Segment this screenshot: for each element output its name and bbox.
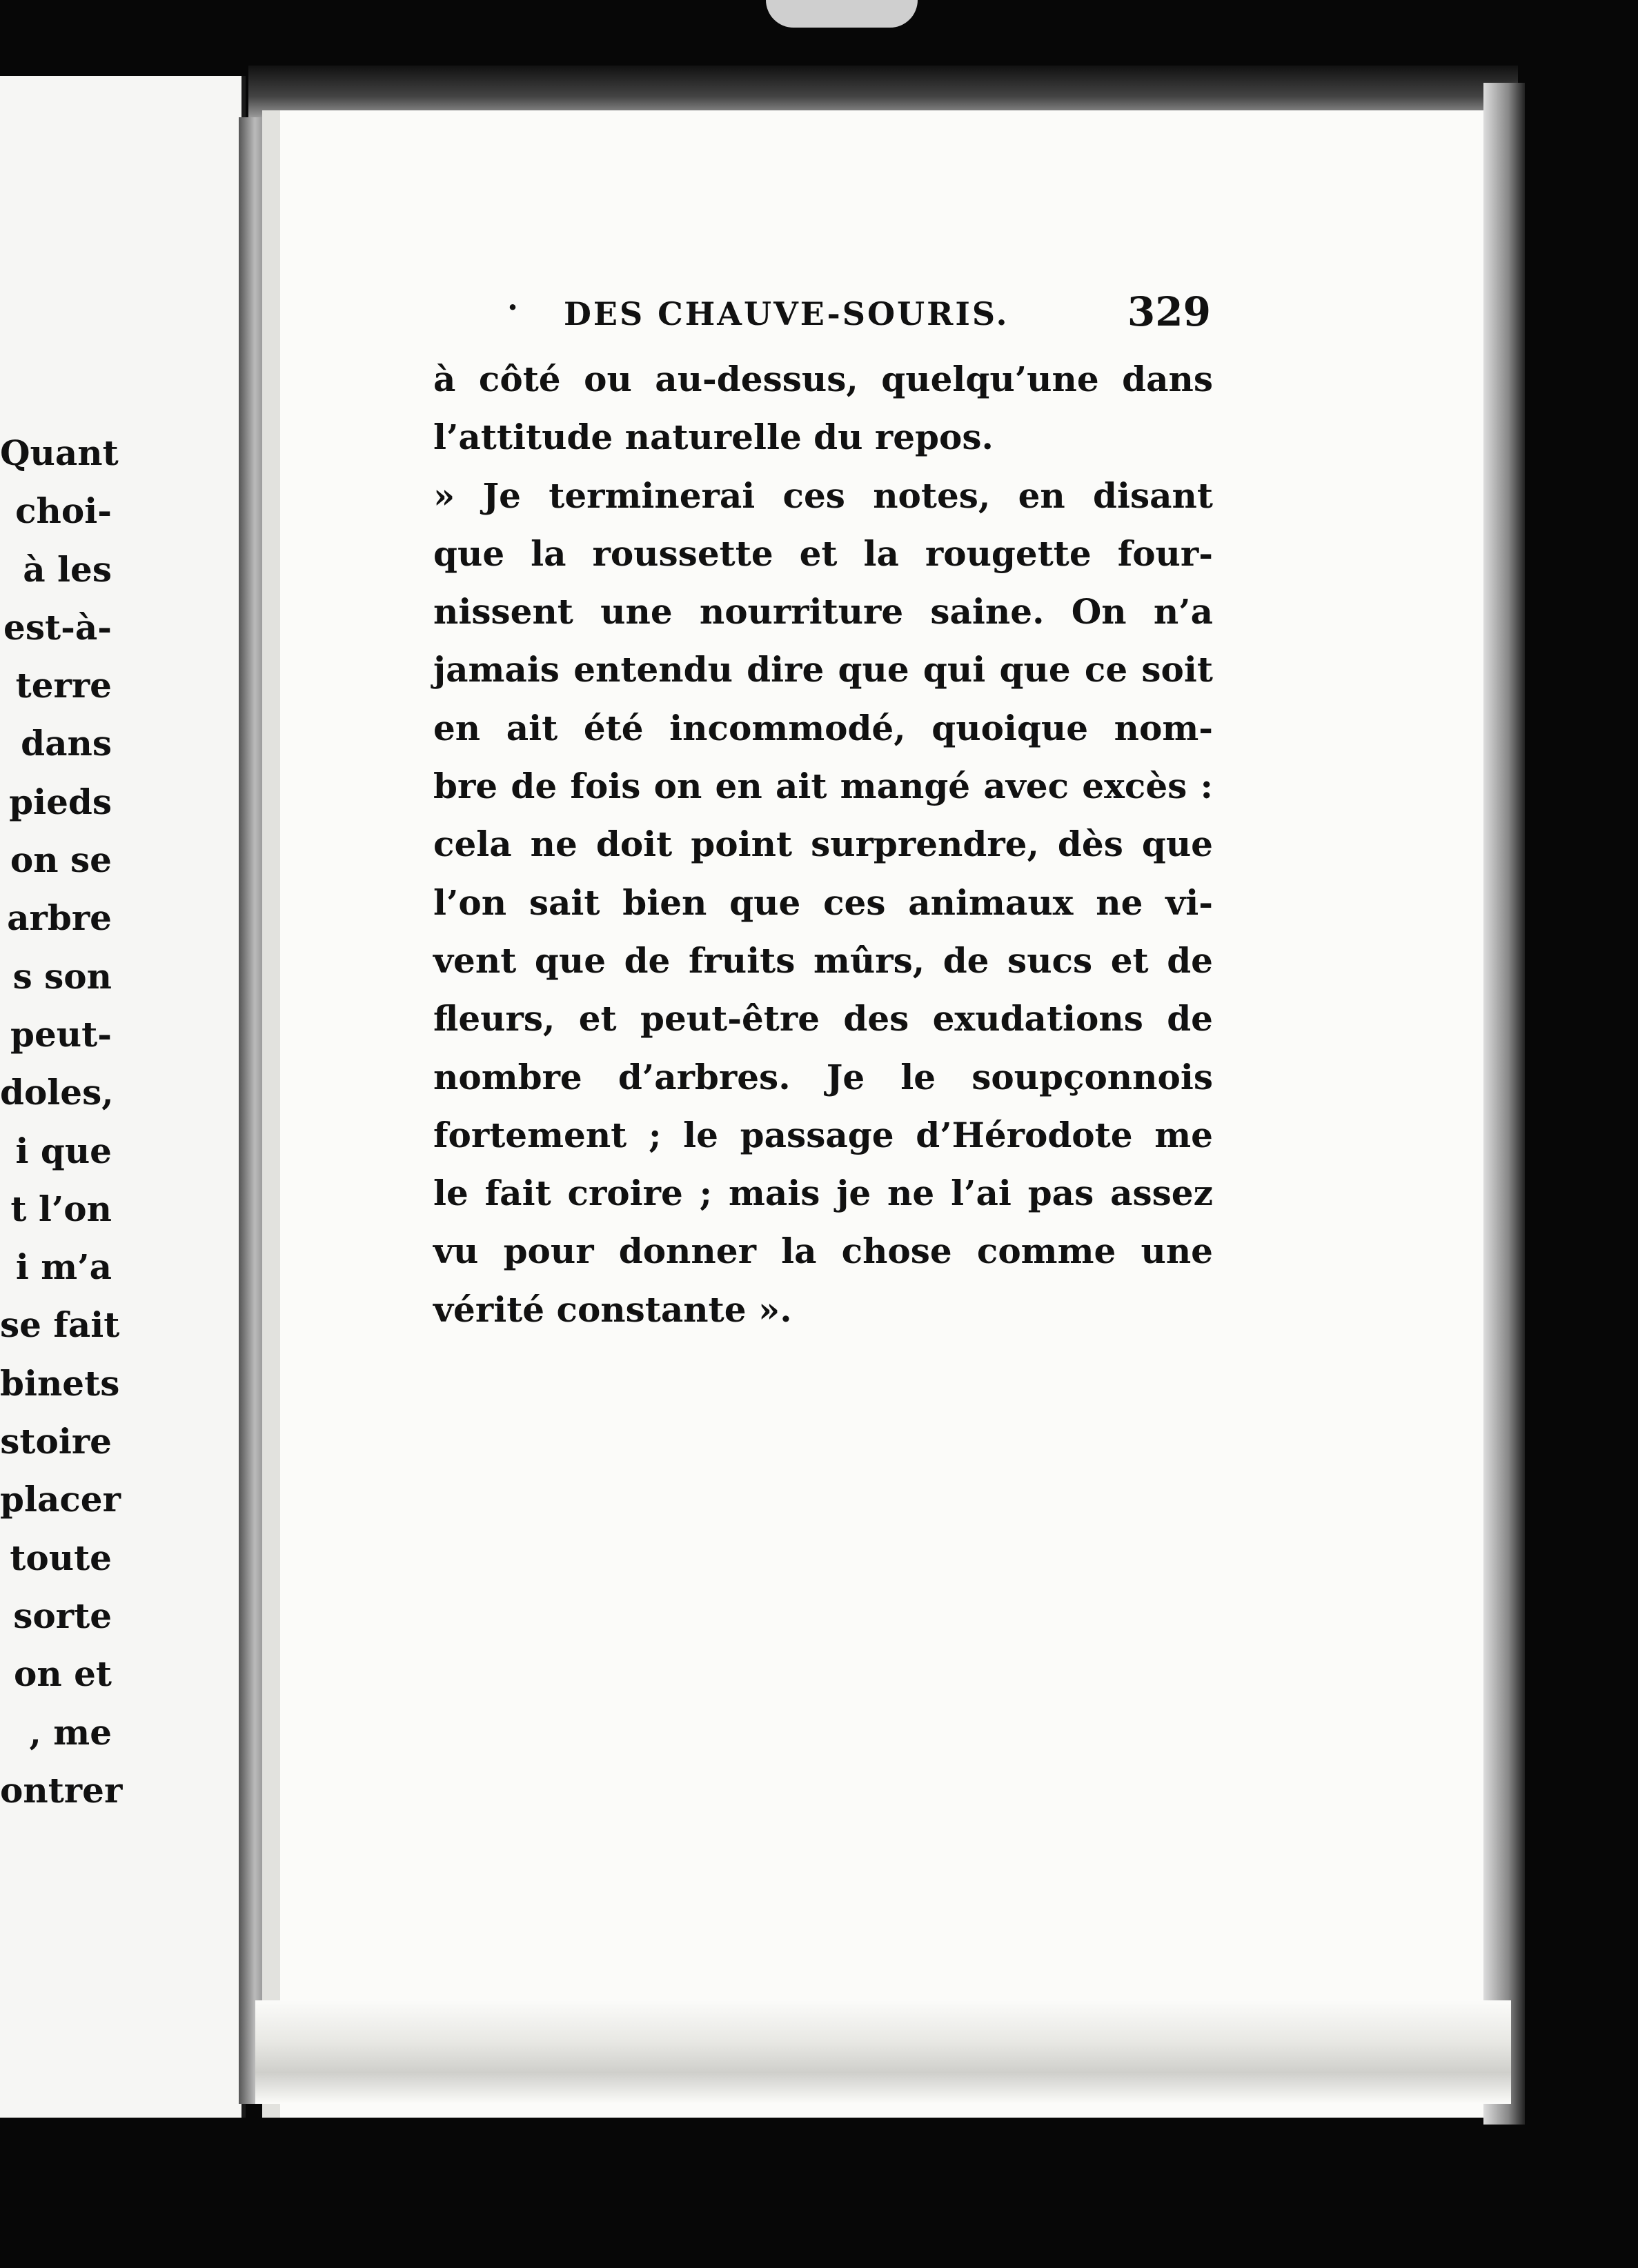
left-line: on et: [13, 1653, 112, 1695]
text-line: nissent une nourriture saine. On n’a: [433, 591, 1213, 633]
left-line: on se: [10, 839, 112, 881]
text-line: cela ne doit point surprendre, dès que: [433, 824, 1213, 865]
right-page-edge: [1483, 83, 1525, 2125]
text-line: l’on sait bien que ces animaux ne vi-: [433, 882, 1213, 923]
text-line: l’attitude naturelle du repos.: [433, 417, 994, 458]
binding-clip: [766, 0, 918, 28]
left-line: est-à-: [3, 606, 112, 648]
left-page: [0, 76, 246, 2118]
left-line: sorte: [13, 1595, 112, 1636]
text-line: bre de fois on en ait mangé avec excès :: [433, 766, 1213, 807]
left-line: se fait: [0, 1304, 120, 1346]
text-line: fortement ; le passage d’Hérodote me: [433, 1114, 1213, 1155]
text-line: fleurs, et peut-être des exudations de: [433, 998, 1213, 1040]
text-line: le fait croire ; mais je ne l’ai pas assez: [433, 1173, 1213, 1214]
text-line: à côté ou au-dessus, quelqu’une dans: [433, 359, 1213, 399]
left-line: peut-: [10, 1013, 112, 1055]
text-line: jamais entendu dire que qui que ce soit: [433, 649, 1213, 690]
left-line: arbre: [7, 897, 112, 939]
text-line: vu pour donner la chose comme une: [433, 1231, 1213, 1272]
page-number: 329: [1127, 288, 1211, 335]
page-header: [507, 288, 1211, 337]
left-line: dans: [21, 723, 112, 764]
left-line: ontrer: [0, 1769, 123, 1811]
running-title: DES CHAUVE-SOURIS.: [564, 295, 1009, 332]
text-line: vent que de fruits mûrs, de sucs et de: [433, 939, 1213, 981]
left-line: toute: [10, 1537, 112, 1578]
left-line: s son: [12, 955, 112, 997]
left-line: stoire: [0, 1421, 112, 1462]
left-line: terre: [15, 665, 112, 706]
text-line: vérité constante ».: [433, 1289, 792, 1330]
text-line: » Je terminerai ces notes, en disant: [433, 475, 1213, 516]
left-line: i m’a: [15, 1246, 112, 1288]
left-line: pieds: [9, 781, 112, 822]
top-page-edge: [248, 66, 1518, 117]
text-line: nombre d’arbres. Je le soupçonnois: [433, 1056, 1213, 1097]
left-line: , me: [29, 1711, 112, 1753]
text-line: en ait été incommodé, quoique nom-: [433, 707, 1213, 748]
left-line: t l’on: [10, 1188, 112, 1229]
left-line: choi-: [15, 490, 112, 532]
left-page-text: [0, 424, 123, 1820]
bottom-page-edge: [255, 2000, 1511, 2104]
page-body: [433, 350, 1213, 1339]
header-mark: ·: [507, 288, 519, 326]
left-line: doles,: [0, 1072, 114, 1113]
left-line: i que: [15, 1130, 112, 1171]
left-line: binets: [0, 1362, 120, 1404]
left-line: Quant: [0, 432, 119, 473]
text-line: que la roussette et la rougette four-: [433, 533, 1213, 574]
left-line: placer: [0, 1479, 121, 1520]
left-line: à les: [23, 548, 112, 590]
